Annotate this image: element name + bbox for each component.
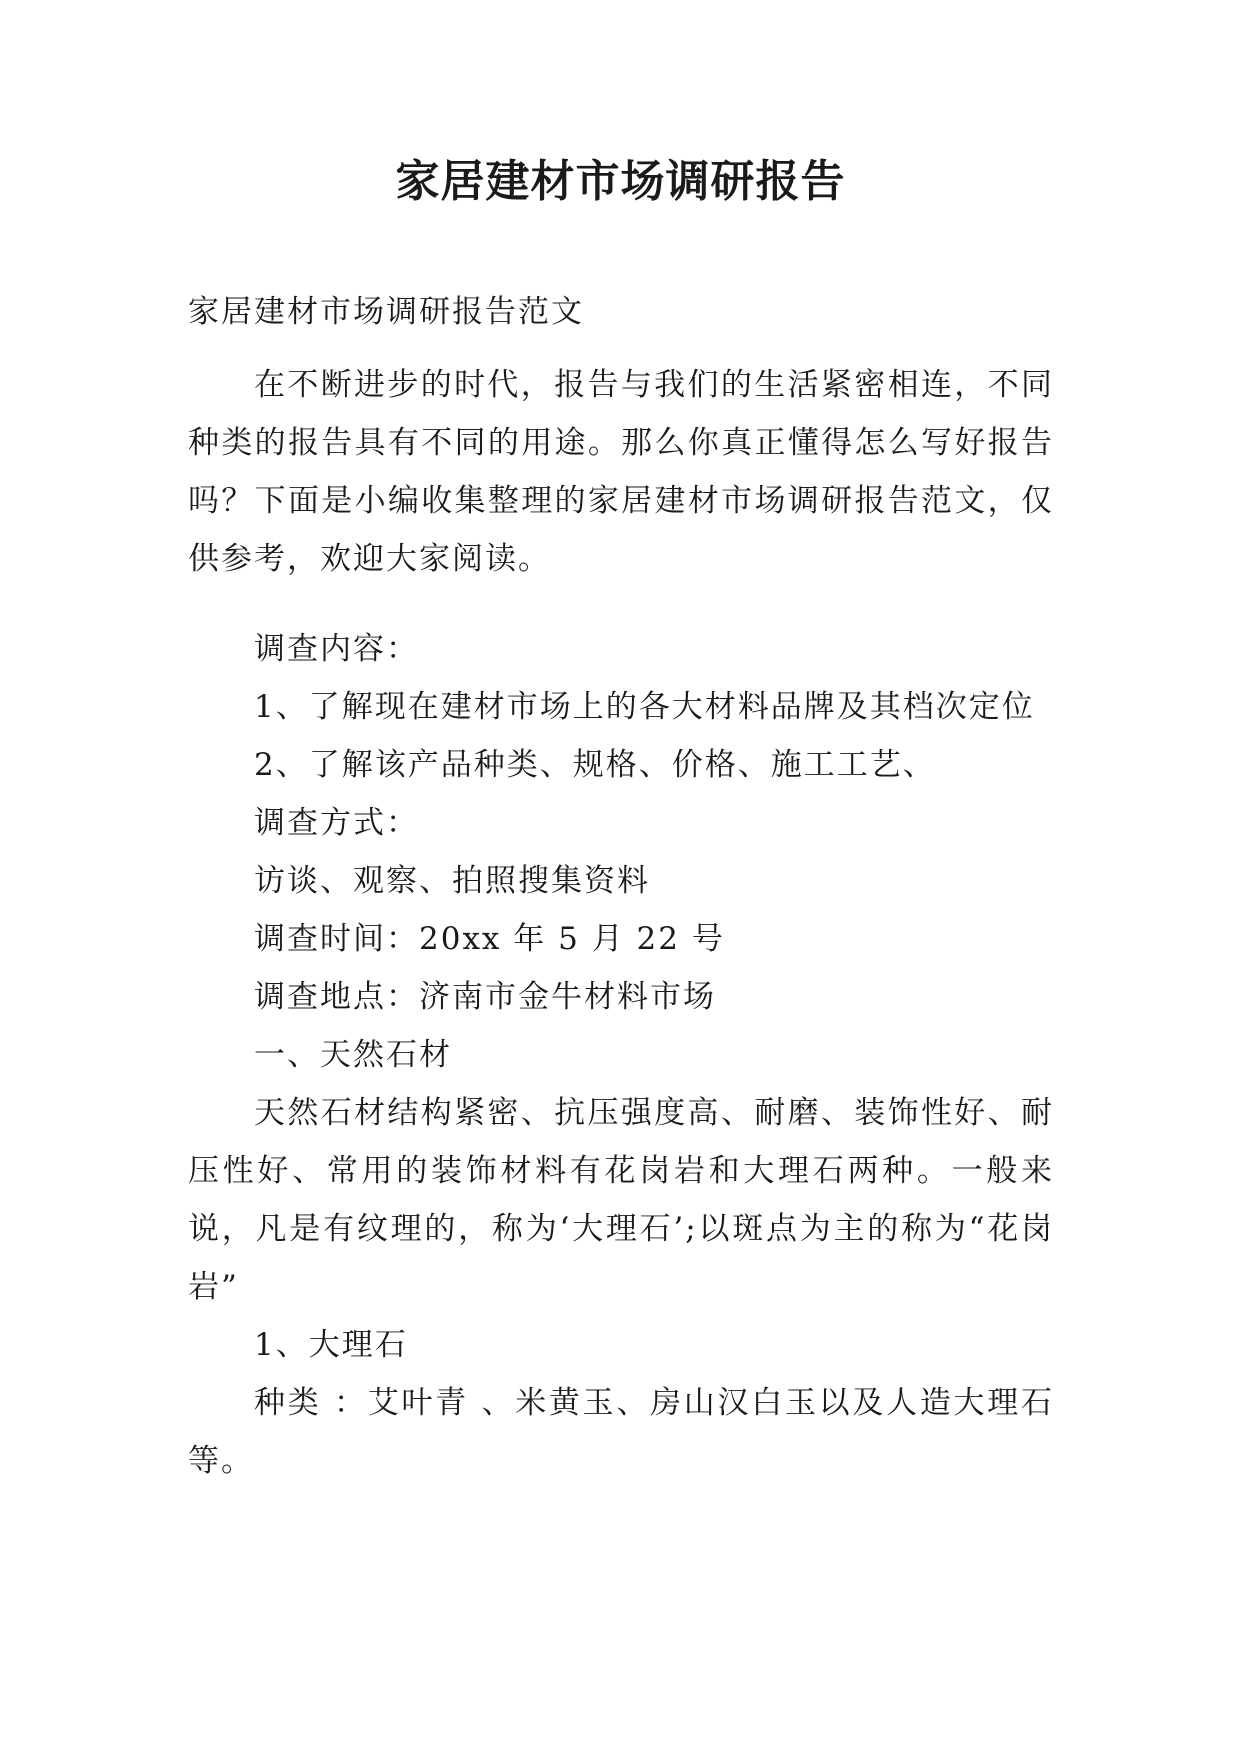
intro-paragraph: 在不断进步的时代，报告与我们的生活紧密相连，不同种类的报告具有不同的用途。那么你真正懂得怎么写好报告吗？下面是小编收集整理的家居建材市场调研报告范文，仅供参考，欢迎大家阅读。 bbox=[188, 367, 1054, 577]
document-title: 家居建材市场调研报告 bbox=[395, 156, 846, 207]
survey-method: 访谈、观察、拍照搜集资料 bbox=[254, 863, 650, 899]
section-1-paragraph: 天然石材结构紧密、抗压强度高、耐磨、装饰性好、耐压性好、常用的装饰材料有花岗岩和大理石两种。一般来说，凡是有纹理的，称为‘大理石’;以斑点为主的称为“花岗岩” bbox=[188, 1095, 1054, 1305]
survey-location: 调查地点：济南市金牛材料市场 bbox=[254, 979, 716, 1015]
section-1-heading: 一、天然石材 bbox=[254, 1037, 452, 1073]
survey-item-2: 2、了解该产品种类、规格、价格、施工工艺、 bbox=[254, 747, 936, 783]
survey-item-1: 1、了解现在建材市场上的各大材料品牌及其档次定位 bbox=[254, 689, 1035, 725]
survey-time: 调查时间：20xx 年 5 月 22 号 bbox=[254, 921, 725, 957]
survey-content-label: 调查内容： bbox=[254, 631, 419, 667]
survey-method-label: 调查方式： bbox=[254, 805, 419, 841]
subsection-1-heading: 1、大理石 bbox=[254, 1327, 408, 1363]
survey-block bbox=[188, 620, 1054, 1490]
intro-block bbox=[188, 356, 1054, 588]
subsection-1-paragraph: 种类 ：艾叶青 、米黄玉、房山汉白玉以及人造大理石等。 bbox=[188, 1385, 1054, 1479]
document-subtitle: 家居建材市场调研报告范文 bbox=[188, 294, 584, 330]
